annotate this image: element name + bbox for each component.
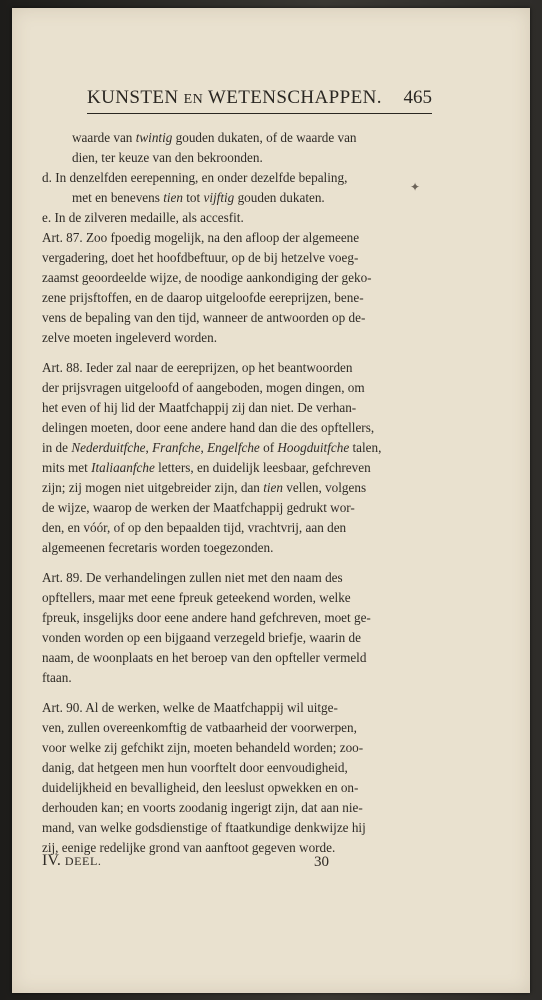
text-line: zij, eenige redelijke grond van aanftoot gegeven worde. — [42, 840, 336, 855]
paragraph-gap — [42, 688, 428, 698]
text-line: zaamst geoordeelde wijze, de noodige aankondiging der geko- — [42, 270, 372, 285]
text-line: opftellers, maar met eene fpreuk geteekend worden, welke — [42, 590, 351, 605]
text-line: zijn; zij mogen niet uitgebreider zijn, dan tien vellen, volgens — [42, 480, 367, 495]
text-line: ftaan. — [42, 670, 72, 685]
text-line: vergadering, doet het hoofdbeftuur, op de bij hetzelve voeg- — [42, 250, 359, 265]
text-line: Art. 87. Zoo fpoedig mogelijk, na den afloop der algemeene — [42, 230, 360, 245]
title-en: EN — [183, 92, 204, 107]
text-line: naam, de woonplaats en het beroep van den opfteller vermeld — [42, 650, 367, 665]
text-line: zene prijsftoffen, en de daarop uitgeloofde eereprijzen, bene- — [42, 290, 364, 305]
book-page — [12, 8, 530, 993]
text-line: met en benevens tien tot vijftig gouden dukaten. — [72, 190, 325, 205]
page-number: 465 — [403, 87, 432, 108]
text-line: derhouden kan; en voorts zoodanig ingerigt zijn, dat aan nie- — [42, 800, 363, 815]
running-title — [87, 87, 382, 109]
body-text — [42, 128, 428, 858]
text-line: dien, ter keuze van den bekroonden. — [72, 150, 263, 165]
text-line: waarde van twintig gouden dukaten, of de waarde van — [72, 130, 357, 145]
text-line: mand, van welke godsdienstige of ftaatkundige denkwijze hij — [42, 820, 366, 835]
text-line: der prijsvragen uitgeloofd of aangeboden, mogen dingen, om — [42, 380, 365, 395]
text-line: e. In de zilveren medaille, als accesfit. — [42, 210, 244, 225]
text-line: de wijze, waarop de werken der Maatfchappij gedrukt wor- — [42, 500, 355, 515]
volume-label — [42, 852, 101, 870]
text-line: Art. 90. Al de werken, welke de Maatfchappij wil uitge- — [42, 700, 338, 715]
title-kunsten: KUNSTEN — [87, 87, 179, 108]
margin-mark: ✦ — [410, 180, 421, 194]
title-wetenschappen: WETENSCHAPPEN. — [207, 87, 382, 108]
text-line: algemeenen fecretaris worden toegezonden. — [42, 540, 274, 555]
text-line: duidelijkheid en bevalligheid, den leeslust opwekken en on- — [42, 780, 359, 795]
text-line: danig, dat hetgeen men hun voorftelt door eenvoudigheid, — [42, 760, 348, 775]
running-header — [87, 87, 432, 114]
text-line: d. In denzelfden eerepenning, en onder dezelfde bepaling, — [42, 170, 348, 185]
volume-number: IV. — [42, 852, 61, 869]
text-line: voor welke zij gefchikt zijn, moeten behandeld worden; zoo- — [42, 740, 364, 755]
text-line: vonden worden op een bijgaand verzegeld briefje, waarin de — [42, 630, 361, 645]
text-line: Art. 88. Ieder zal naar de eereprijzen, op het beantwoorden — [42, 360, 353, 375]
paragraph-gap — [42, 348, 428, 358]
text-line: ven, zullen overeenkomftig de vatbaarheid der voorwerpen, — [42, 720, 357, 735]
text-line: den, en vóór, of op den bepaalden tijd, vrachtvrij, aan den — [42, 520, 347, 535]
text-line: Art. 89. De verhandelingen zullen niet met den naam des — [42, 570, 343, 585]
text-line: in de Nederduitfche, Franfche, Engelfche of Hoogduitfche talen, — [42, 440, 382, 455]
text-line: vens de bepaling van den tijd, wanneer de antwoorden op de- — [42, 310, 366, 325]
paragraph-gap — [42, 558, 428, 568]
deel-label: DEEL. — [64, 854, 102, 868]
signature-mark: 30 — [314, 854, 329, 870]
text-line: mits met Italiaanfche letters, en duidelijk leesbaar, gefchreven — [42, 460, 371, 475]
text-line: het even of hij lid der Maatfchappij zij dan niet. De verhan- — [42, 400, 357, 415]
text-line: zelve moeten ingeleverd worden. — [42, 330, 218, 345]
text-line: delingen moeten, door eene andere hand dan die des opftellers, — [42, 420, 375, 435]
text-line: fpreuk, insgelijks door eene andere hand gefchreven, moet ge- — [42, 610, 371, 625]
